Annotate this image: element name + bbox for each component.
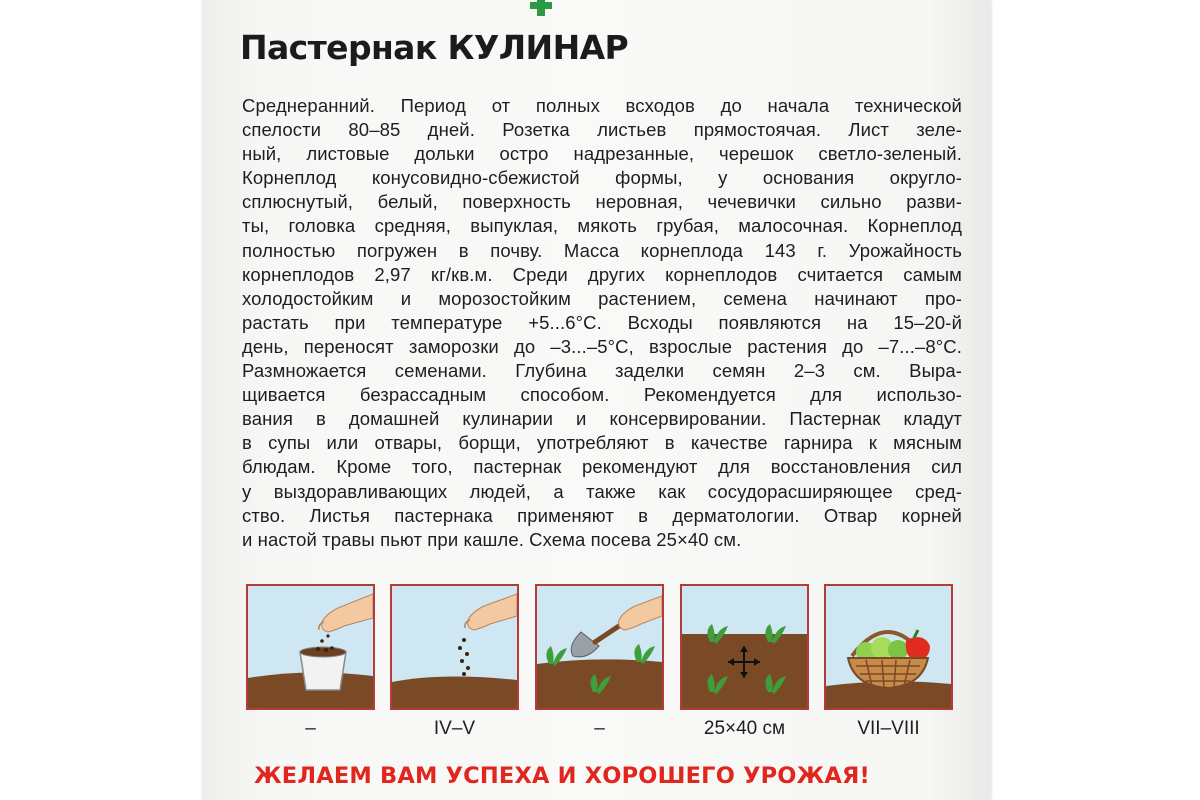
description-line: полностью погружен в почву. Масса корнеплода 143 г. Урожайность xyxy=(242,239,962,261)
description-line: у выздоравливающих людей, а также как сосудорасширяющее сред- xyxy=(242,480,962,502)
seeds-into-pot-icon xyxy=(246,584,375,710)
step-caption: VII–VIII xyxy=(857,718,920,739)
spacing-scheme-icon xyxy=(680,584,809,710)
description-line: щивается безрассадным способом. Рекомендуется для использо- xyxy=(242,384,962,406)
description-line: Корнеплод конусовидно-сбежистой формы, у основания округло- xyxy=(242,167,962,189)
description-line: вания в домашней кулинарии и консервировании. Пастернак кладут xyxy=(242,408,962,430)
description-line: спелости 80–85 дней. Розетка листьев прямостоячая. Лист зеле- xyxy=(242,119,962,141)
brand-cross-icon xyxy=(530,0,552,16)
step-direct-sowing xyxy=(390,584,519,740)
growing-steps xyxy=(246,584,956,744)
step-caption: – xyxy=(594,718,605,739)
step-trowel xyxy=(535,584,664,740)
description-line: холодостойким и морозостойким растением, семена начинают про- xyxy=(242,287,962,309)
slogan: ЖЕЛАЕМ ВАМ УСПЕХА И ХОРОШЕГО УРОЖАЯ! xyxy=(254,763,870,789)
description-line: и настой травы пьют при кашле. Схема посева 25×40 см. xyxy=(242,528,742,550)
step-spacing xyxy=(680,584,809,740)
trowel-planting-icon xyxy=(535,584,664,710)
description-line: Среднеранний. Период от полных всходов до начала технической xyxy=(242,95,962,116)
description-line: корнеплодов 2,97 кг/кв.м. Среди других корнеплодов считается самым xyxy=(242,263,962,285)
step-harvest xyxy=(824,584,953,740)
step-caption: – xyxy=(305,718,316,739)
description-line: Размножается семенами. Глубина заделки семян 2–3 см. Выра- xyxy=(242,360,962,382)
description-line: день, переносят заморозки до –3...–5°С, взрослые растения до –7...–8°С. xyxy=(242,335,962,357)
description-line: ный, листовые дольки остро надрезанные, черешок светло-зеленый. xyxy=(242,143,962,165)
description-line: сплюснутый, белый, поверхность неровная, чечевички сильно разви- xyxy=(242,191,962,213)
description-line: ты, головка средняя, выпуклая, мякоть грубая, малосочная. Корнеплод xyxy=(242,215,962,237)
page-title: Пастернак КУЛИНАР xyxy=(240,28,629,67)
description-line: в супы или отвары, борщи, употребляют в качестве гарнира к мясным xyxy=(242,432,962,454)
harvest-basket-icon xyxy=(824,584,953,710)
step-caption: 25×40 см xyxy=(703,718,786,739)
step-pot-sowing xyxy=(246,584,375,740)
description-line: растать при температуре +5...6°С. Всходы появляются на 15–20-й xyxy=(242,311,962,333)
description-line: блюдам. Кроме того, пастернак рекомендуют для восстановления сил xyxy=(242,456,962,478)
step-caption: IV–V xyxy=(433,718,476,739)
description xyxy=(242,94,962,552)
sowing-into-soil-icon xyxy=(390,584,519,710)
description-line: ство. Листья пастернака применяют в дерматологии. Отвар корней xyxy=(242,504,962,526)
